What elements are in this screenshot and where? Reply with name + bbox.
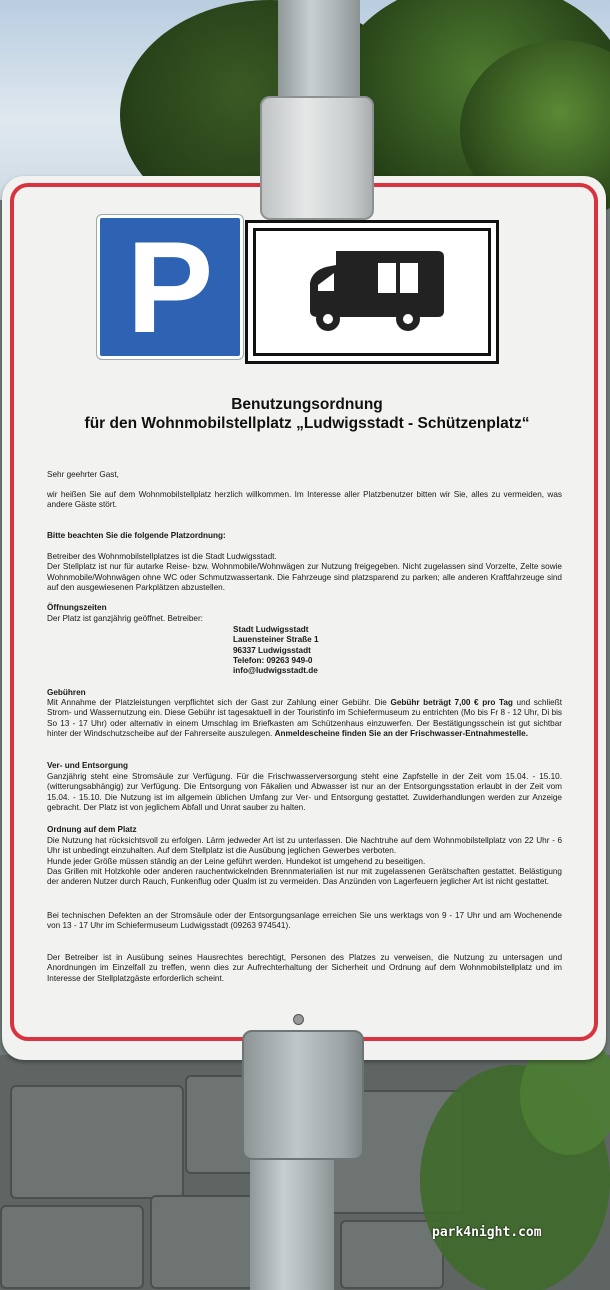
fees-heading: Gebühren [47,688,86,697]
fees-text-a: Mit Annahme der Platzleistungen verpflichtet sich der Gast zur Zahlung einer Gebühr. Die [47,698,391,707]
wall-stone [0,1205,144,1289]
sign-title [22,395,592,433]
sign-screw [293,1014,304,1025]
order-text [47,836,562,887]
fees-text-b: und schließt Strom- und Wassernutzung ein. Diese Gebühr ist tagesaktuell in der Touristinfo im Schiefermuseum zu entrichten (Mo bis Fr 8 - 12 Uhr, Di bis So 13 - 17 Uhr) oder alternativ in einem Umschlag im Briefkasten am Schützenhaus einzuwerfen. Der Bestätigungsschein ist gut sichtbar hinter der Windschutzscheibe auf der Fahrerseite auszulegen. [47,698,562,738]
wall-stone [150,1195,264,1289]
operator-address [233,625,433,676]
address-line: Telefon: 09263 949-0 [233,655,313,665]
title-line-2: für den Wohnmobilstellplatz „Ludwigsstadt - Schützenplatz“ [84,415,530,432]
fees-price: Gebühr beträgt 7,00 € pro Tag [390,698,513,707]
welcome-text: wir heißen Sie auf dem Wohnmobilstellplatz herzlich willkommen. Im Interesse aller Platzbenutzer bitten wir Sie, alles zu vermeiden, was andere Gäste stört. [47,490,562,510]
hours-heading: Öffnungszeiten [47,603,107,612]
defects-text: Bei technischen Defekten an der Stromsäule oder der Entsorgungsanlage erreichen Sie uns werktags von 9 - 17 Uhr und am Wochenende von 13 - 17 Uhr im Schiefermuseum Ludwigsstadt (09263 974541). [47,911,562,931]
greeting: Sehr geehrter Gast, [47,470,119,479]
order-text-3: Das Grillen mit Holzkohle oder anderen rauchentwickelnden Brennmaterialien ist nur mit zugelassenen Gerätschaften gestattet. Belästigung der anderen Nutzer durch Rauch, Funkenflug oder Qualm ist zu vermeiden. Das Anzünden von Lagerfeuern jeglicher Art ist nicht gestattet. [47,866,562,887]
rules-text-1: Betreiber des Wohnmobilstellplatzes ist die Stadt Ludwigsstadt. [47,552,277,561]
motorhome-icon [248,223,496,361]
fees-forms: Anmeldescheine finden Sie an der Frischwasser-Entnahmestelle. [274,728,529,738]
operator-rights-text: Der Betreiber ist in Ausübung seines Hausrechtes berechtigt, Personen des Platzes zu verweisen, die Nutzung zu untersagen und Anordnungen im Einzelfall zu treffen, wenn dies zur Aufrechterhaltung der Sicherheit und Ordnung auf dem Wohnmobilstellplatz und im Interesse der Stellplatzgäste erforderlich scheint. [47,953,562,983]
rules-heading: Bitte beachten Sie die folgende Platzordnung: [47,531,226,540]
supply-heading: Ver- und Entsorgung [47,761,128,770]
title-line-1: Benutzungsordnung [231,396,383,413]
address-line: Lauensteiner Straße 1 [233,635,319,645]
order-text-1: Die Nutzung hat rücksichtsvoll zu erfolgen. Lärm jedweder Art ist zu unterlassen. Die Nachtruhe auf dem Wohnmobilstellplatz von 22 Uhr - 6 Uhr ist unbedingt einzuhalten. Auf dem Stellplatz ist die Ausübung jeglichen Gewerbes verboten. [47,836,562,856]
parking-rules-sign [2,176,606,1060]
hours-text: Der Platz ist ganzjährig geöffnet. Betreiber: [47,614,203,623]
pole-clamp-top [260,96,374,220]
wall-stone [340,1220,444,1289]
address-line: Stadt Ludwigsstadt [233,625,309,634]
watermark: park4night.com [432,1225,542,1240]
parking-sign-icon: P [97,215,243,359]
rules-text-2: Der Stellplatz ist nur für autarke Reise- bzw. Wohnmobile/Wohnwägen zur Nutzung freigegeben. Nicht zugelassen sind Vorzelte, Zelte sowie Wohnmobile/Wohnwägen ohne WC oder Schmutzwassertank. Die Fahrzeuge sind platzsparend zu parken; alle anderen Kraftfahrzeuge sind auf den ausgewiesenen Parkplätzen abzustellen. [47,562,562,592]
wall-stone [10,1085,184,1199]
fees-text [47,698,562,739]
motorhome-sign [245,220,499,364]
order-heading: Ordnung auf dem Platz [47,825,137,834]
address-line: info@ludwigsstadt.de [233,666,318,676]
order-text-2: Hunde jeder Größe müssen ständig an der Leine geführt werden. Hundekot ist umgehend zu beseitigen. [47,856,426,866]
supply-text: Ganzjährig steht eine Stromsäule zur Verfügung. Für die Frischwasserversorgung steht eine Zapfstelle in der Zeit vom 15.04. - 15.10. (witterungsabhängig) zur Verfügung. Die Entsorgung von Fäkalien und Abwasser ist nur an der Entsorgungsstation erlaubt in der Zeit vom 15.04. - 15.10. Die Nutzung ist im allgemein üblichen Umfang zur Ver- und Entsorgung gestattet. Zuwiderhandlungen werden zur Anzeige gebracht. Der Platz ist von jeglichem Abfall und Unrat sauber zu halten. [47,772,562,812]
address-line: 96337 Ludwigsstadt [233,645,311,655]
rules-text [47,552,562,593]
pole-clamp-bottom [242,1030,364,1160]
